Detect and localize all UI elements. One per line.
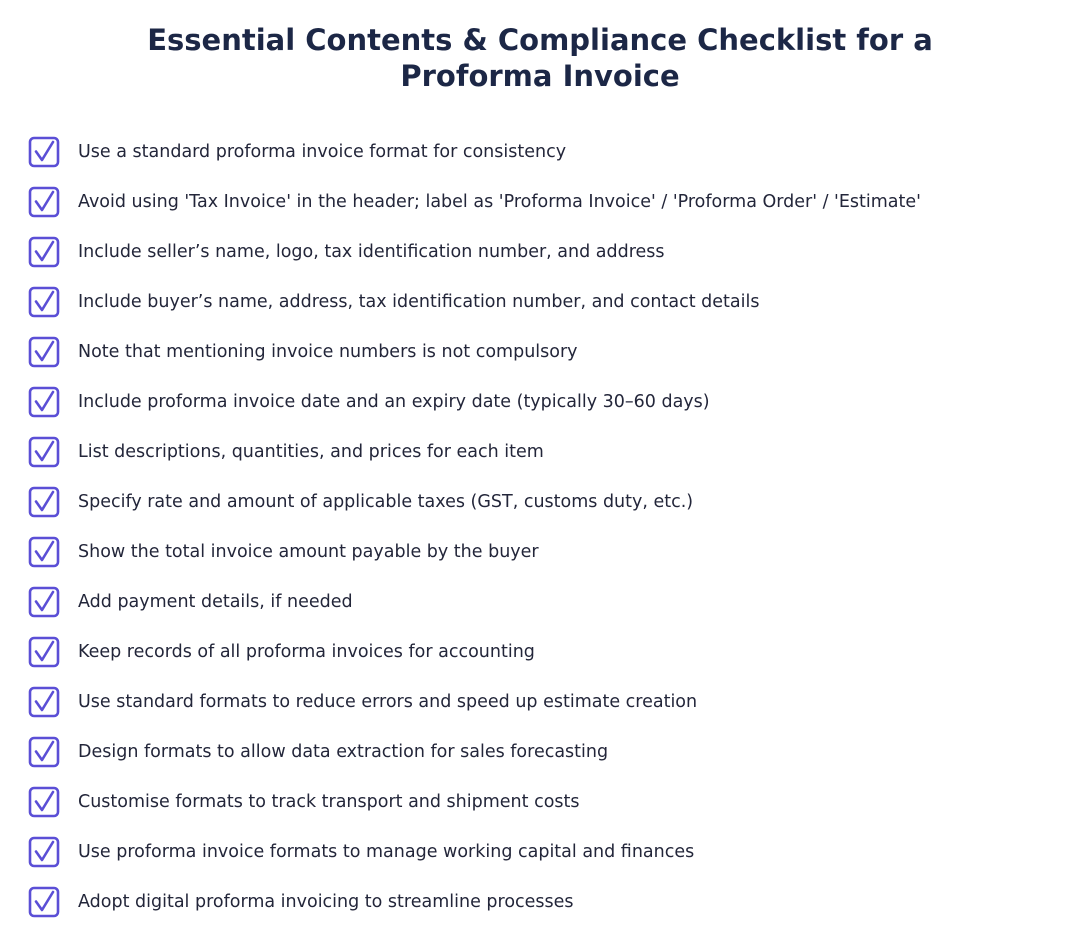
- checklist-item: [28, 336, 921, 368]
- checklist-item-label: Add payment details, if needed: [78, 592, 353, 612]
- checklist-item-label: Use a standard proforma invoice format for consistency: [78, 142, 567, 162]
- checklist-item: [28, 836, 921, 868]
- checkbox-checked-icon[interactable]: [28, 436, 60, 468]
- checklist-item: [28, 136, 921, 168]
- checklist-item-label: Avoid using 'Tax Invoice' in the header; label as 'Proforma Invoice' / 'Proforma Order' / 'Estimate': [78, 192, 921, 212]
- checkbox-checked-icon[interactable]: [28, 736, 60, 768]
- checklist-item-label: Use standard formats to reduce errors and speed up estimate creation: [78, 692, 698, 712]
- checklist-item: [28, 636, 921, 668]
- checklist-item: [28, 286, 921, 318]
- checklist-item-label: Include proforma invoice date and an expiry date (typically 30–60 days): [78, 392, 710, 412]
- checklist-item-label: Adopt digital proforma invoicing to streamline processes: [78, 892, 574, 912]
- checklist-item: [28, 536, 921, 568]
- page-title: [0, 22, 1080, 94]
- checklist-item-label: Customise formats to track transport and shipment costs: [78, 792, 580, 812]
- page-title-line-1: Essential Contents & Compliance Checklist for a: [147, 23, 933, 57]
- checklist-item: [28, 686, 921, 718]
- checklist-item: [28, 586, 921, 618]
- checklist-item-label: Use proforma invoice formats to manage working capital and finances: [78, 842, 695, 862]
- checklist-item-label: Specify rate and amount of applicable taxes (GST, customs duty, etc.): [78, 492, 694, 512]
- checklist-item: [28, 486, 921, 518]
- checkbox-checked-icon[interactable]: [28, 236, 60, 268]
- checkbox-checked-icon[interactable]: [28, 286, 60, 318]
- page-title-line-2: Proforma Invoice: [400, 59, 680, 93]
- checklist-item: [28, 436, 921, 468]
- checklist-item: [28, 786, 921, 818]
- checkbox-checked-icon[interactable]: [28, 836, 60, 868]
- checkbox-checked-icon[interactable]: [28, 486, 60, 518]
- checkbox-checked-icon[interactable]: [28, 336, 60, 368]
- checklist-item: [28, 736, 921, 768]
- checklist-item-label: Design formats to allow data extraction for sales forecasting: [78, 742, 609, 762]
- checkbox-checked-icon[interactable]: [28, 886, 60, 918]
- checklist-item: [28, 236, 921, 268]
- checkbox-checked-icon[interactable]: [28, 686, 60, 718]
- checkbox-checked-icon[interactable]: [28, 586, 60, 618]
- checklist: [28, 136, 921, 936]
- checklist-item-label: Keep records of all proforma invoices for accounting: [78, 642, 535, 662]
- checkbox-checked-icon[interactable]: [28, 636, 60, 668]
- checklist-item: [28, 386, 921, 418]
- checklist-item-label: Note that mentioning invoice numbers is not compulsory: [78, 342, 578, 362]
- checkbox-checked-icon[interactable]: [28, 386, 60, 418]
- checklist-item: [28, 186, 921, 218]
- checklist-item-label: Show the total invoice amount payable by the buyer: [78, 542, 539, 562]
- checklist-item-label: Include buyer’s name, address, tax identification number, and contact details: [78, 292, 760, 312]
- checklist-item-label: Include seller’s name, logo, tax identification number, and address: [78, 242, 665, 262]
- checkbox-checked-icon[interactable]: [28, 786, 60, 818]
- checkbox-checked-icon[interactable]: [28, 536, 60, 568]
- checkbox-checked-icon[interactable]: [28, 186, 60, 218]
- checkbox-checked-icon[interactable]: [28, 136, 60, 168]
- checklist-item-label: List descriptions, quantities, and prices for each item: [78, 442, 544, 462]
- checklist-item: [28, 886, 921, 918]
